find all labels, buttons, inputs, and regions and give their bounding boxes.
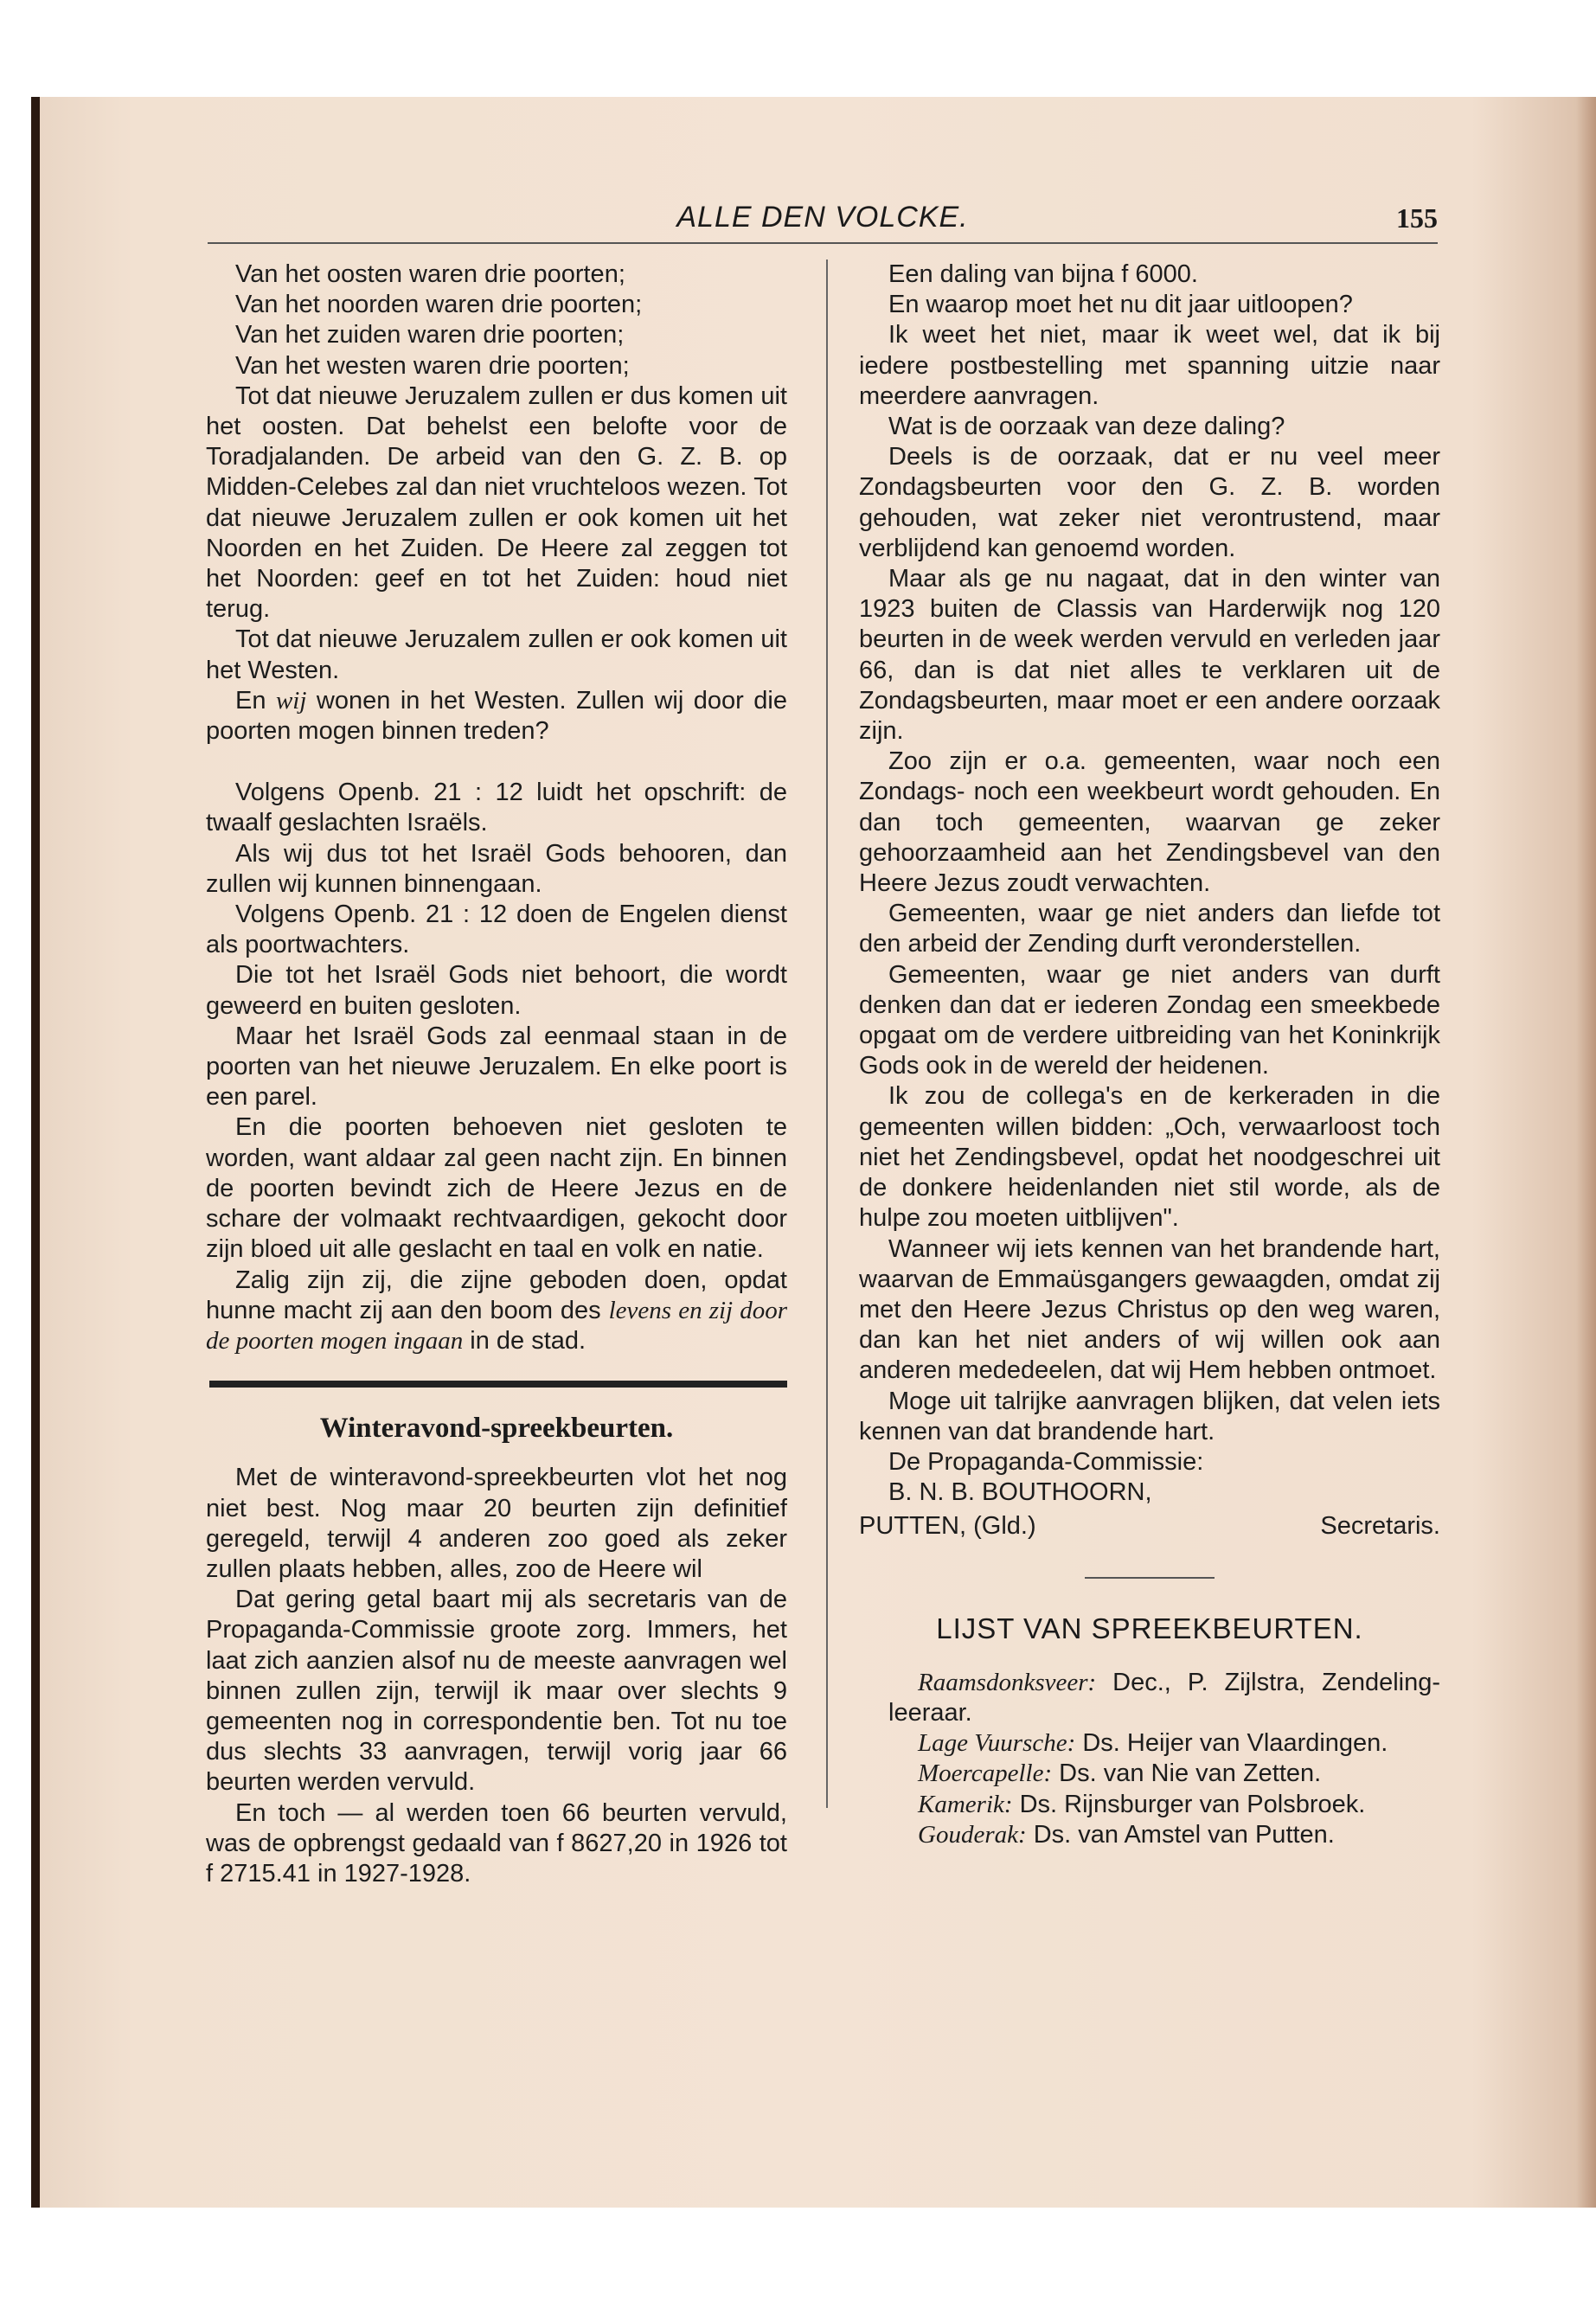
running-title: ALLE DEN VOLCKE. — [676, 201, 969, 234]
poem-line: Van het westen waren drie poorten; — [235, 351, 630, 380]
paragraph: Gemeenten, waar ge niet anders van durft denken dan dat er iederen Zondag een smeekbede opgaat om de verdere uitbreiding van het Koninkrijk Gods ook in de wereld der heidenen. — [859, 960, 1440, 1080]
paragraph — [206, 1266, 787, 1357]
paragraph: Volgens Openb. 21 : 12 luidt het opschrift: de twaalf geslachten Israëls. — [206, 779, 787, 837]
signature-row — [859, 1511, 1440, 1541]
short-rule — [1085, 1577, 1215, 1579]
paragraph: En toch — al werden toen 66 beurten vervuld, was de opbrengst gedaald van f 8627,20 in 1926 tot f 2715.41 in 1927-1928. — [206, 1798, 787, 1888]
paragraph — [206, 686, 787, 747]
paragraph: Tot dat nieuwe Jeruzalem zullen er ook komen uit het Westen. — [206, 625, 787, 684]
poem-line: Van het noorden waren drie poorten; — [235, 291, 643, 319]
signature-committee: De Propaganda-Commissie: — [888, 1447, 1204, 1476]
paragraph: Deels is de oorzaak, dat er nu veel meer Zondagsbeurten voor den G. Z. B. worden gehouden, wat zeker niet verontrustend, maar verblijdend kan genoemd worden. — [859, 443, 1440, 562]
list-text: Ds. van Nie van Zetten. — [1052, 1759, 1322, 1788]
list-item — [859, 1820, 1440, 1850]
paragraph: Maar het Israël Gods zal eenmaal staan in de poorten van het nieuwe Jeruzalem. En elke poort is een parel. — [206, 1022, 787, 1112]
paragraph: Dat gering getal baart mij als secretaris van de Propaganda-Commissie groote zorg. Immers, het laat zich aanzien alsof nu de meeste aanvragen wel binnen zullen zijn, terwijl ik maar over slechts 9 gemeenten nog in correspondentie ben. Tot nu toe dus slechts 33 aanvragen, terwijl vorig jaar 66 beurten werden vervuld. — [206, 1586, 787, 1797]
paragraph: Wanneer wij iets kennen van het brandende hart, waarvan de Emmaüsgangers gewaagden, omdat zij met den Heere Jezus Christus op den weg waren, dan kan het niet anders of wij willen ook aan anderen mededeelen, dat wij Hem hebben ontmoet. — [859, 1234, 1440, 1385]
list-text: Dec., P. Zijlstra, Zendeling-leeraar. — [888, 1668, 1440, 1727]
emphasis: wij — [275, 686, 307, 715]
right-column — [859, 260, 1440, 1850]
paragraph-text: Zalig zijn zij, die zijne geboden doen, opdat hunne macht zij aan den boom des — [206, 1266, 787, 1324]
section-rule — [209, 1381, 787, 1388]
paragraph: En die poorten behoeven niet gesloten te worden, want aldaar zal geen nacht zijn. En binnen de poorten bevindt zich de Heere Jezus en de schare der volmaakt rechtvaardigen, gekocht door zijn bloed uit alle geslacht en taal en volk en natie. — [206, 1113, 787, 1264]
poem-line: Van het oosten waren drie poorten; — [235, 260, 625, 288]
signature-role: Secretaris. — [1320, 1512, 1440, 1541]
poem-line: Van het zuiden waren drie poorten; — [235, 321, 625, 349]
left-column — [206, 260, 787, 1889]
paragraph: Ik weet het niet, maar ik weet wel, dat ik bij iedere postbestelling met spanning uitzie naar meerdere aanvragen. — [859, 321, 1440, 410]
list-item — [859, 1668, 1440, 1728]
list-item — [859, 1759, 1440, 1789]
list-title: LIJST VAN SPREEKBEURTEN. — [936, 1612, 1363, 1644]
column-divider — [826, 260, 828, 1808]
list-place: Raamsdonksveer: — [918, 1668, 1097, 1696]
paragraph-text: wonen in het Westen. Zullen wij door die poorten mogen binnen treden? — [206, 686, 787, 746]
list-place: Lage Vuursche: — [918, 1729, 1076, 1758]
page-number: 155 — [1396, 202, 1438, 234]
list-text: Ds. Heijer van Vlaardingen. — [1075, 1729, 1388, 1758]
list-place: Kamerik: — [918, 1790, 1013, 1818]
paragraph: Met de winteravond-spreekbeurten vlot het nog niet best. Nog maar 20 beurten zijn definitief geregeld, terwijl 4 anderen zoo goed als zeker zullen plaats hebben, alles, zoo de Heere wil — [206, 1464, 787, 1583]
paragraph: Ik zou de collega's en de kerkeraden in die gemeenten willen bidden: „Och, verwaarloost toch niet het Zendingsbevel, opdat het noodgeschrei uit de donkere heidenlanden niet stil worde, als de hulpe zou moeten uitblijven". — [859, 1082, 1440, 1233]
list-text: Ds. Rijnsburger van Polsbroek. — [1012, 1790, 1366, 1818]
paragraph-text: in de stad. — [463, 1326, 586, 1355]
signature-name: B. N. B. BOUTHOORN, — [888, 1478, 1152, 1507]
list-text: Ds. van Amstel van Putten. — [1026, 1820, 1335, 1849]
paragraph: Een daling van bijna f 6000. — [888, 260, 1198, 288]
paragraph: Gemeenten, waar ge niet anders dan liefde tot den arbeid der Zending durft veronderstellen. — [859, 900, 1440, 958]
spacer — [206, 747, 787, 778]
paragraph: Volgens Openb. 21 : 12 doen de Engelen dienst als poortwachters. — [206, 901, 787, 959]
page-header — [208, 197, 1438, 244]
paragraph: Zoo zijn er o.a. gemeenten, waar noch een Zondags- noch een weekbeurt wordt gehouden. En dan toch gemeenten, waarvan ge zeker gehoorzaamheid aan het Zendingsbevel van den Heere Jezus zoudt verwachten. — [859, 747, 1440, 898]
paragraph: Maar als ge nu nagaat, dat in den winter van 1923 buiten de Classis van Harderwijk nog 120 beurten in de week werden vervuld en verleden jaar 66, dan is dat niet alles te verklaren uit de Zondagsbeurten, maar moet er een andere oorzaak zijn. — [859, 565, 1440, 746]
paragraph: Wat is de oorzaak van deze daling? — [888, 413, 1285, 441]
paragraph: Als wij dus tot het Israël Gods behooren, dan zullen wij kunnen binnengaan. — [206, 839, 787, 898]
signature-place: PUTTEN, (Gld.) — [859, 1512, 1036, 1541]
paragraph: Tot dat nieuwe Jeruzalem zullen er dus komen uit het oosten. Dat behelst een belofte voor de Toradjalanden. De arbeid van den G. Z. B. op Midden-Celebes zal dan niet vruchteloos wezen. Tot dat nieuwe Jeruzalem zullen er ook komen uit het Noorden en het Zuiden. De Heere zal zeggen tot het Noorden: geef en tot het Zuiden: houd niet terug. — [206, 381, 787, 624]
paragraph-text: En — [235, 686, 276, 715]
list-place: Moercapelle: — [918, 1759, 1053, 1788]
emphasis: levens en zij door de poorten mogen ingaan — [206, 1296, 788, 1355]
list-item — [859, 1790, 1440, 1820]
section-title: Winteravond-spreekbeurten. — [319, 1413, 674, 1445]
paragraph: En waarop moet het nu dit jaar uitloopen? — [888, 291, 1353, 319]
list-place: Gouderak: — [918, 1820, 1027, 1849]
paragraph: Moge uit talrijke aanvragen blijken, dat velen iets kennen van dat brandende hart. — [859, 1387, 1440, 1445]
list-item — [859, 1728, 1440, 1759]
paragraph: Die tot het Israël Gods niet behoort, die wordt geweerd en buiten gesloten. — [206, 961, 787, 1020]
